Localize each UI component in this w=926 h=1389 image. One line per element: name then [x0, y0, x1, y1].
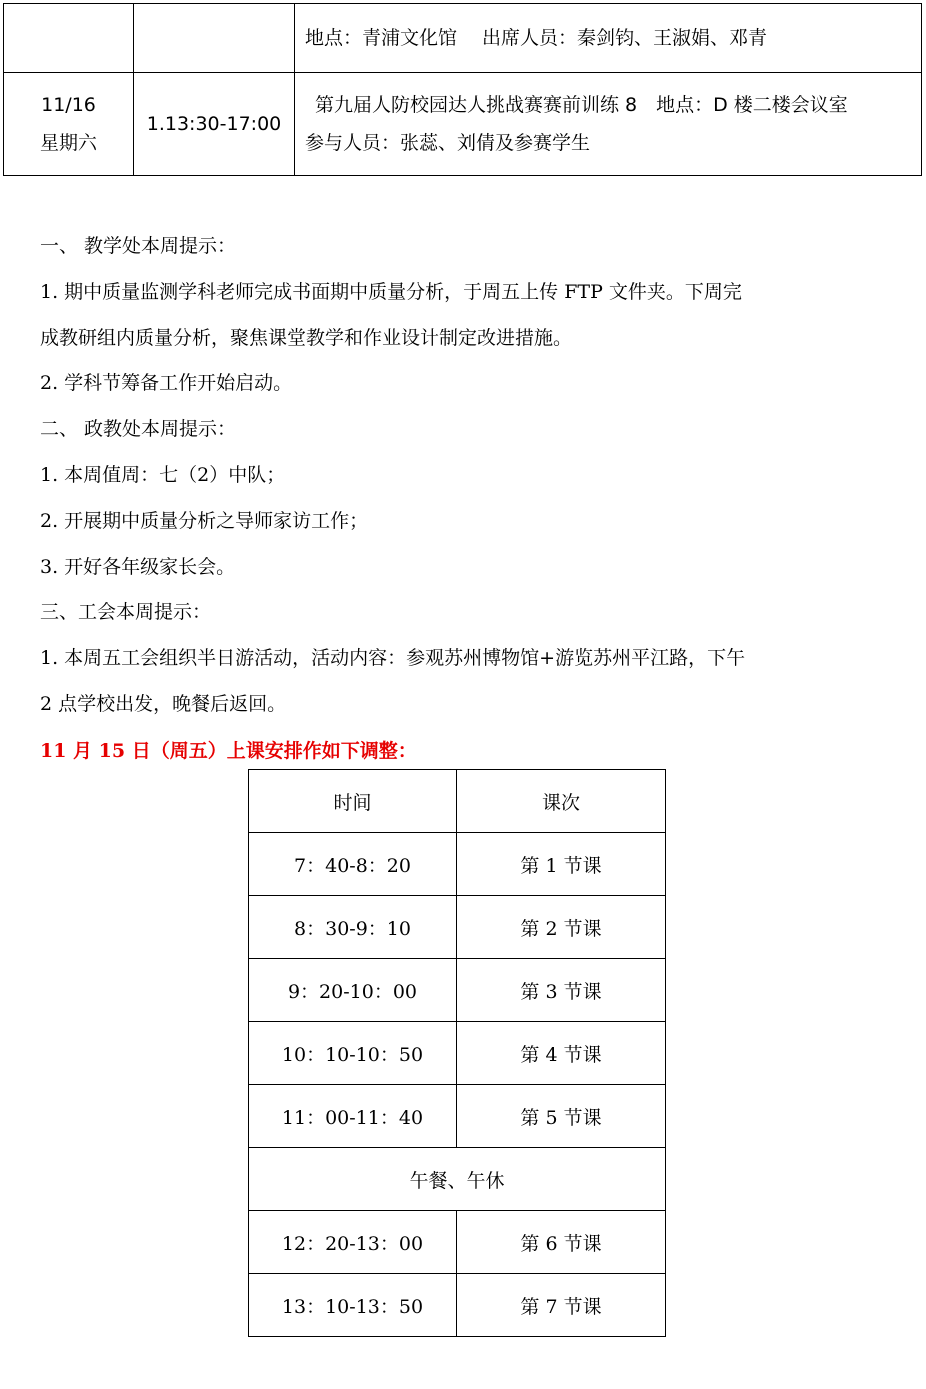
note-line: 2. 学科节筹备工作开始启动。 [40, 372, 293, 395]
weekly-notes [40, 224, 880, 728]
schedule-row [249, 1085, 666, 1148]
event-row [4, 4, 922, 73]
schedule-time: 10：10-10：50 [249, 1022, 457, 1085]
schedule-time: 12：20-13：00 [249, 1211, 457, 1274]
schedule-lesson: 第 5 节课 [457, 1085, 666, 1148]
event-time-cell: 1.13:30-17:00 [134, 73, 295, 176]
schedule-row [249, 1022, 666, 1085]
note-line: 1. 期中质量监测学科老师完成书面期中质量分析，于周五上传 FTP 文件夹。下周完 [40, 280, 742, 303]
event-info-line: 参与人员：张蕊、刘倩及参赛学生 [305, 132, 591, 154]
schedule-row [249, 1211, 666, 1274]
schedule-header-row [249, 770, 666, 833]
note-line: 2 点学校出发，晚餐后返回。 [40, 692, 287, 715]
schedule-time: 9：20-10：00 [249, 959, 457, 1022]
event-info-line: 第九届人防校园达人挑战赛赛前训练 8 地点：D 楼二楼会议室 [315, 94, 848, 116]
note-line: 3. 开好各年级家长会。 [40, 555, 236, 578]
schedule-row [249, 1274, 666, 1337]
header-time: 时间 [249, 770, 457, 833]
schedule-time: 13：10-13：50 [249, 1274, 457, 1337]
event-row [4, 73, 922, 176]
header-lesson: 课次 [457, 770, 666, 833]
schedule-lesson: 第 4 节课 [457, 1022, 666, 1085]
event-date-cell [4, 73, 134, 176]
schedule-time: 11：00-11：40 [249, 1085, 457, 1148]
section-heading-moral: 二、 政教处本周提示： [40, 418, 237, 441]
section-heading-union: 三、工会本周提示： [40, 601, 212, 624]
schedule-lesson: 第 6 节课 [457, 1211, 666, 1274]
schedule-lunch: 午餐、午休 [249, 1148, 666, 1211]
event-date: 11/16 [41, 94, 96, 116]
schedule-lesson: 第 3 节课 [457, 959, 666, 1022]
schedule-lesson: 第 1 节课 [457, 833, 666, 896]
schedule-row [249, 833, 666, 896]
schedule-time: 8：30-9：10 [249, 896, 457, 959]
event-date-cell [4, 4, 134, 73]
schedule-lunch-row [249, 1148, 666, 1211]
event-info-cell [295, 4, 922, 73]
schedule-row [249, 896, 666, 959]
note-line: 1. 本周五工会组织半日游活动，活动内容：参观苏州博物馆+游览苏州平江路，下午 [40, 647, 746, 670]
schedule-lesson: 第 2 节课 [457, 896, 666, 959]
schedule-time: 7：40-8：20 [249, 833, 457, 896]
event-weekday: 星期六 [39, 132, 97, 154]
event-info-line: 地点：青浦文化馆 出席人员：秦剑钧、王淑娟、邓青 [305, 27, 768, 49]
class-schedule-table [248, 769, 666, 1337]
schedule-row [249, 959, 666, 1022]
schedule-lesson: 第 7 节课 [457, 1274, 666, 1337]
section-heading-teaching: 一、 教学处本周提示： [40, 235, 237, 257]
note-line: 成教研组内质量分析，聚焦课堂教学和作业设计制定改进措施。 [40, 326, 573, 349]
note-line: 2. 开展期中质量分析之导师家访工作； [40, 509, 369, 532]
schedule-adjustment-heading: 11 月 15 日（周五）上课安排作如下调整： [40, 740, 417, 762]
event-info-cell [295, 73, 922, 176]
weekly-events-table [3, 3, 922, 176]
event-time-cell [134, 4, 295, 73]
note-line: 1. 本周值周：七（2）中队； [40, 463, 286, 486]
